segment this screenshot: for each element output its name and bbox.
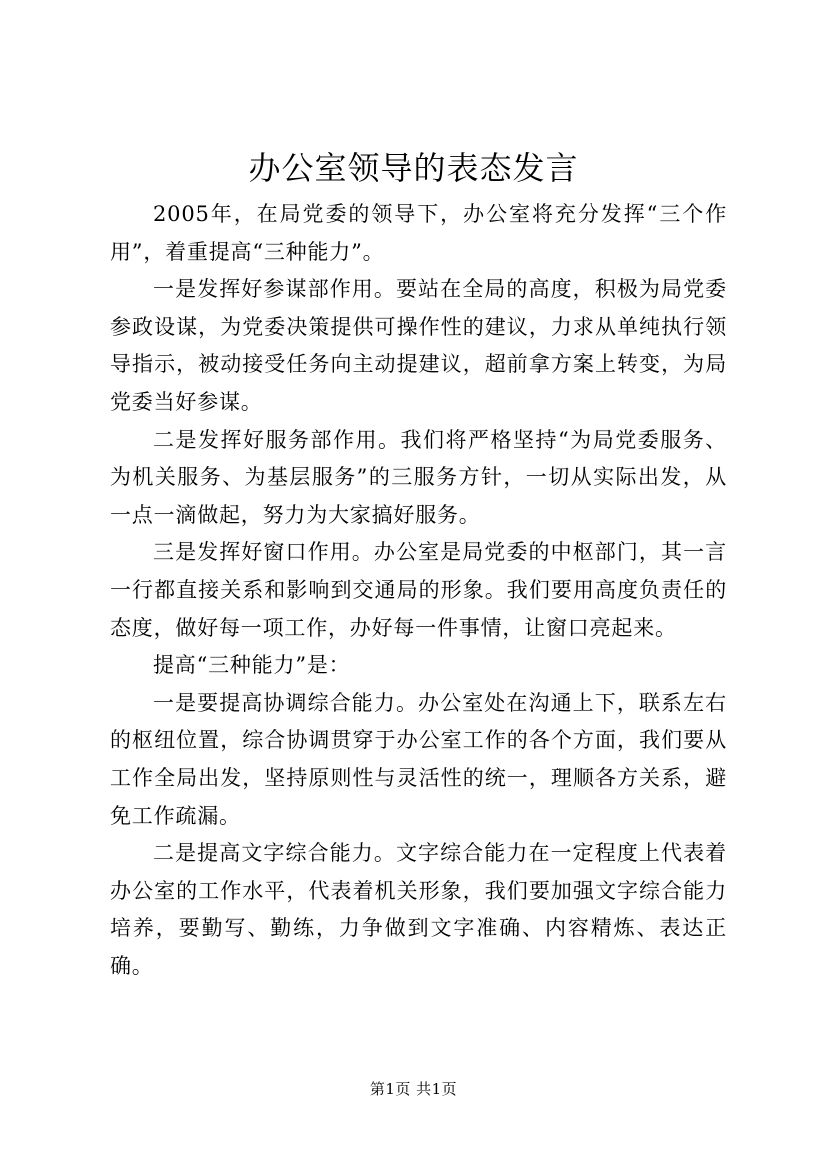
- paragraph-role-window: 三是发挥好窗口作用。办公室是局党委的中枢部门，其一言一行都直接关系和影响到交通局的形象。我们要用高度负责任的态度，做好每一项工作，办好每一件事情，让窗口亮起来。: [110, 540, 727, 640]
- paragraph-ability-writing: 二是提高文字综合能力。文字综合能力在一定程度上代表着办公室的工作水平，代表着机关形象，我们要加强文字综合能力培养，要勤写、勤练，力争做到文字准确、内容精炼、表达正确。: [110, 841, 727, 978]
- document-body: [110, 196, 727, 985]
- paragraph-intro: 2005年，在局党委的领导下，办公室将充分发挥“三个作用”，着重提高“三种能力”。: [110, 202, 727, 264]
- paragraph-abilities-heading: 提高“三种能力”是：: [153, 653, 351, 678]
- paragraph-ability-coordination: 一是要提高协调综合能力。办公室处在沟通上下，联系左右的枢纽位置，综合协调贯穿于办公室工作的各个方面，我们要从工作全局出发，坚持原则性与灵活性的统一，理顺各方关系，避免工作疏漏。: [110, 690, 727, 828]
- paragraph-role-advisor: 一是发挥好参谋部作用。要站在全局的高度，积极为局党委参政设谋，为党委决策提供可操作性的建议，力求从单纯执行领导指示，被动接受任务向主动提建议，超前拿方案上转变，为局党委当好参谋。: [110, 277, 727, 414]
- document-title: 办公室领导的表态发言: [248, 149, 579, 187]
- paragraph-role-service: 二是发挥好服务部作用。我们将严格坚持“为局党委服务、为机关服务、为基层服务”的三服务方针，一切从实际出发，从一点一滴做起，努力为大家搞好服务。: [110, 427, 727, 527]
- page-footer: 第1页 共1页: [369, 1080, 458, 1098]
